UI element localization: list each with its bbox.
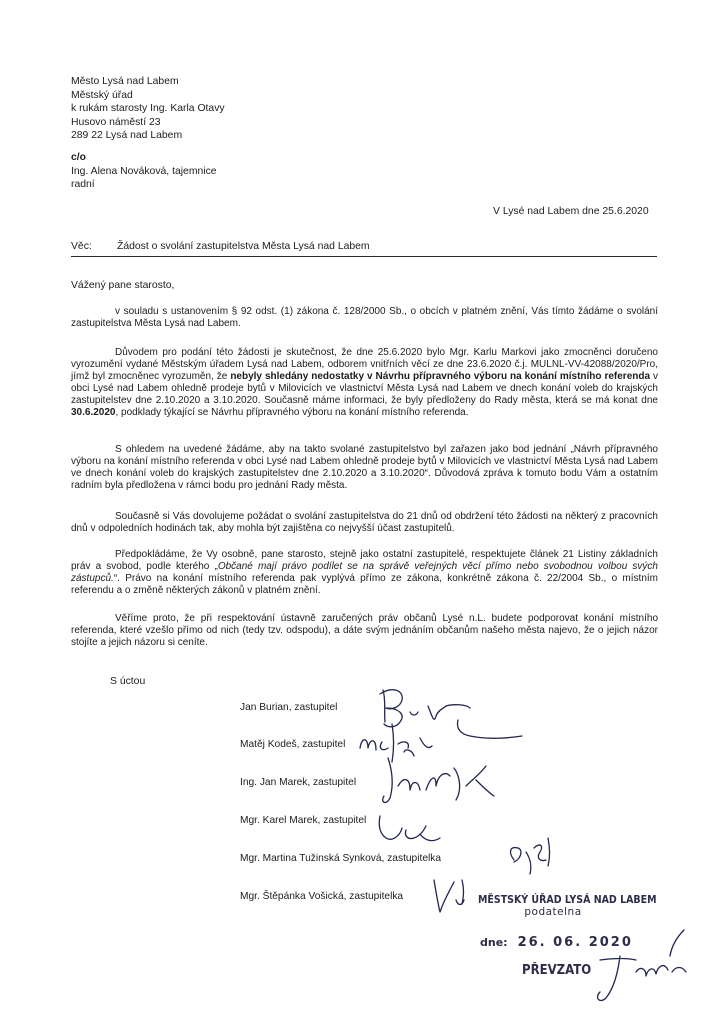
signature-vosicka [434,880,464,912]
signature-synkova [511,838,550,874]
paragraph-4: Současně si Vás dovolujeme požádat o svolání zastupitelstva do 21 dnů od obdržení této žádosti na některý z pracovních dnů v odpoledních hodinách tak, aby mohla být zajištěna co nejvyšší účast zastupitelů. [71,511,658,535]
signatory-name: Mgr. Martina Tužinská Synková, zastupitelka [240,853,442,864]
paragraph-2-bold-date: 30.6.2020 [71,407,116,419]
signatory-name: Ing. Jan Marek, zastupitel [240,777,357,788]
stamp-date-value: 26. 06. 2020 [517,935,633,950]
paragraph-2-text: Důvodem pro podání této žádosti je skutečnost, že dne 25.6.2020 bylo Mgr. Karlu Markovi jako zmocněnci doručeno vyrozumění vydané Městským úřadem Lysá nad Labem, odborem vnitřních věcí ze dne 23.6.2020 č.j. MULNL-VV-42088/2020/Pro, jímž byl zmocněnec vyrozuměn, že [71,347,658,383]
addressee-line: Město Lysá nad Labem [71,76,179,87]
cc-role: radní [71,179,95,191]
signature-kodes [360,724,432,762]
subject-label: Věc: [71,241,92,252]
addressee-block [71,75,225,143]
addressee-line: Městský úřad [71,89,133,101]
paragraph-1: v souladu s ustanovením § 92 odst. (1) zákona č. 128/2000 Sb., o obcích v platném znění, Vás tímto žádáme o svolání zastupitelstva Města Lysá nad Labem. [71,306,658,330]
paragraph-5-text: Předpokládáme, že Vy osobně, pane starosto, stejně jako ostatní zastupitelé, respektujete článek 21 Listiny základních práv a svobod, podle kterého „ [71,549,658,573]
paragraph-5-quote: Občané mají právo podílet se na správě veřejných věcí přímo nebo svobodnou volbou svých zástupců. [71,561,658,585]
cc-label: c/o [71,152,87,163]
stamp-title: MĚSTSKÝ ÚŘAD LYSÁ NAD LABEM [478,893,657,906]
stamp-date-label: dne: [480,936,508,949]
addressee-line: k rukám starosty Ing. Karla Otavy [71,103,225,115]
paragraph-2-bold: nebyly shledány nedostatky v Návrhu přípravného výboru na konání místního referenda [230,371,651,383]
signatory-name: Mgr. Štěpánka Vošická, zastupitelka [240,891,404,902]
addressee-line: Husovo náměstí 23 [71,116,161,128]
signatory-name: Matěj Kodeš, zastupitel [240,739,346,750]
stamp-received: PŘEVZATO [522,963,592,978]
paragraph-5-text: “. Právo na konání místního referenda pak vyplývá přímo ze zákona, konkrétně zákona č. 22/2004 Sb., o místním referendu a o změně některých zákonů v platném znění. [71,573,658,597]
registry-stamp [478,893,686,918]
stamp-subtitle: podatelna [524,906,582,918]
cc-block [71,151,217,192]
paragraph-2-text: , podklady týkající se Návrhu přípravného výboru na konání místního referenda. [115,407,469,419]
signature-burian [380,690,522,739]
signature-jan-marek [383,758,494,802]
subject-text: Žádost o svolání zastupitelstva Města Lysá nad Labem [117,241,370,252]
paragraph-2-text: v obci Lysé nad Labem ohledně prodeje bytů v Milovicích ve vlastnictví Města Lysá nad Labem ve dnech konání voleb do krajských zastupitelstev dne 2.10.2020 a 3.10.2020. Současně máme informaci, že byly předloženy do Rady města, která se má konat dne [71,371,659,407]
paragraph-3: S ohledem na uvedené žádáme, aby na takto svolané zastupitelstvo byl zařazen jako bod jednání „Návrh přípravného výboru na konání místního referenda v obci Lysé nad Labem ohledně prodeje bytů v Milovicích ve vlastnictví Města Lysá nad Labem ve dnech konání voleb do krajských zastupitelstev dne 2.10.2020 a 3.10.2020“. Důvodová zpráva k tomuto bodu Vám a ostatním radním byla předložena v rámci bodu pro jednání Rady města. [71,444,658,492]
closing: S úctou [110,676,146,687]
paragraph-2 [71,347,658,420]
paragraph-5 [71,549,658,597]
cc-name: Ing. Alena Nováková, tajemnice [71,165,217,177]
signatory-name: Jan Burian, zastupitel [240,702,338,713]
addressee-line: 289 22 Lysá nad Labem [71,130,183,142]
paragraph-6: Věříme proto, že při respektování ústavně zaručených práv občanů Lysé n.L. budete podporovat konání místního referenda, které vzešlo přímo od nich (tedy tzv. odspodu), a dáte svým jednáním občanům našeho města najevo, že o jejich názor stojíte a jejich názoru si ceníte. [71,613,658,649]
subject-divider [71,256,657,257]
signatory-name: Mgr. Karel Marek, zastupitel [240,815,367,826]
stamp-date [480,935,633,950]
signature-karel-marek [379,816,440,841]
salutation: Vážený pane starosto, [71,280,175,291]
date-line: V Lysé nad Labem dne 25.6.2020 [493,206,649,217]
subject-line [71,241,370,252]
